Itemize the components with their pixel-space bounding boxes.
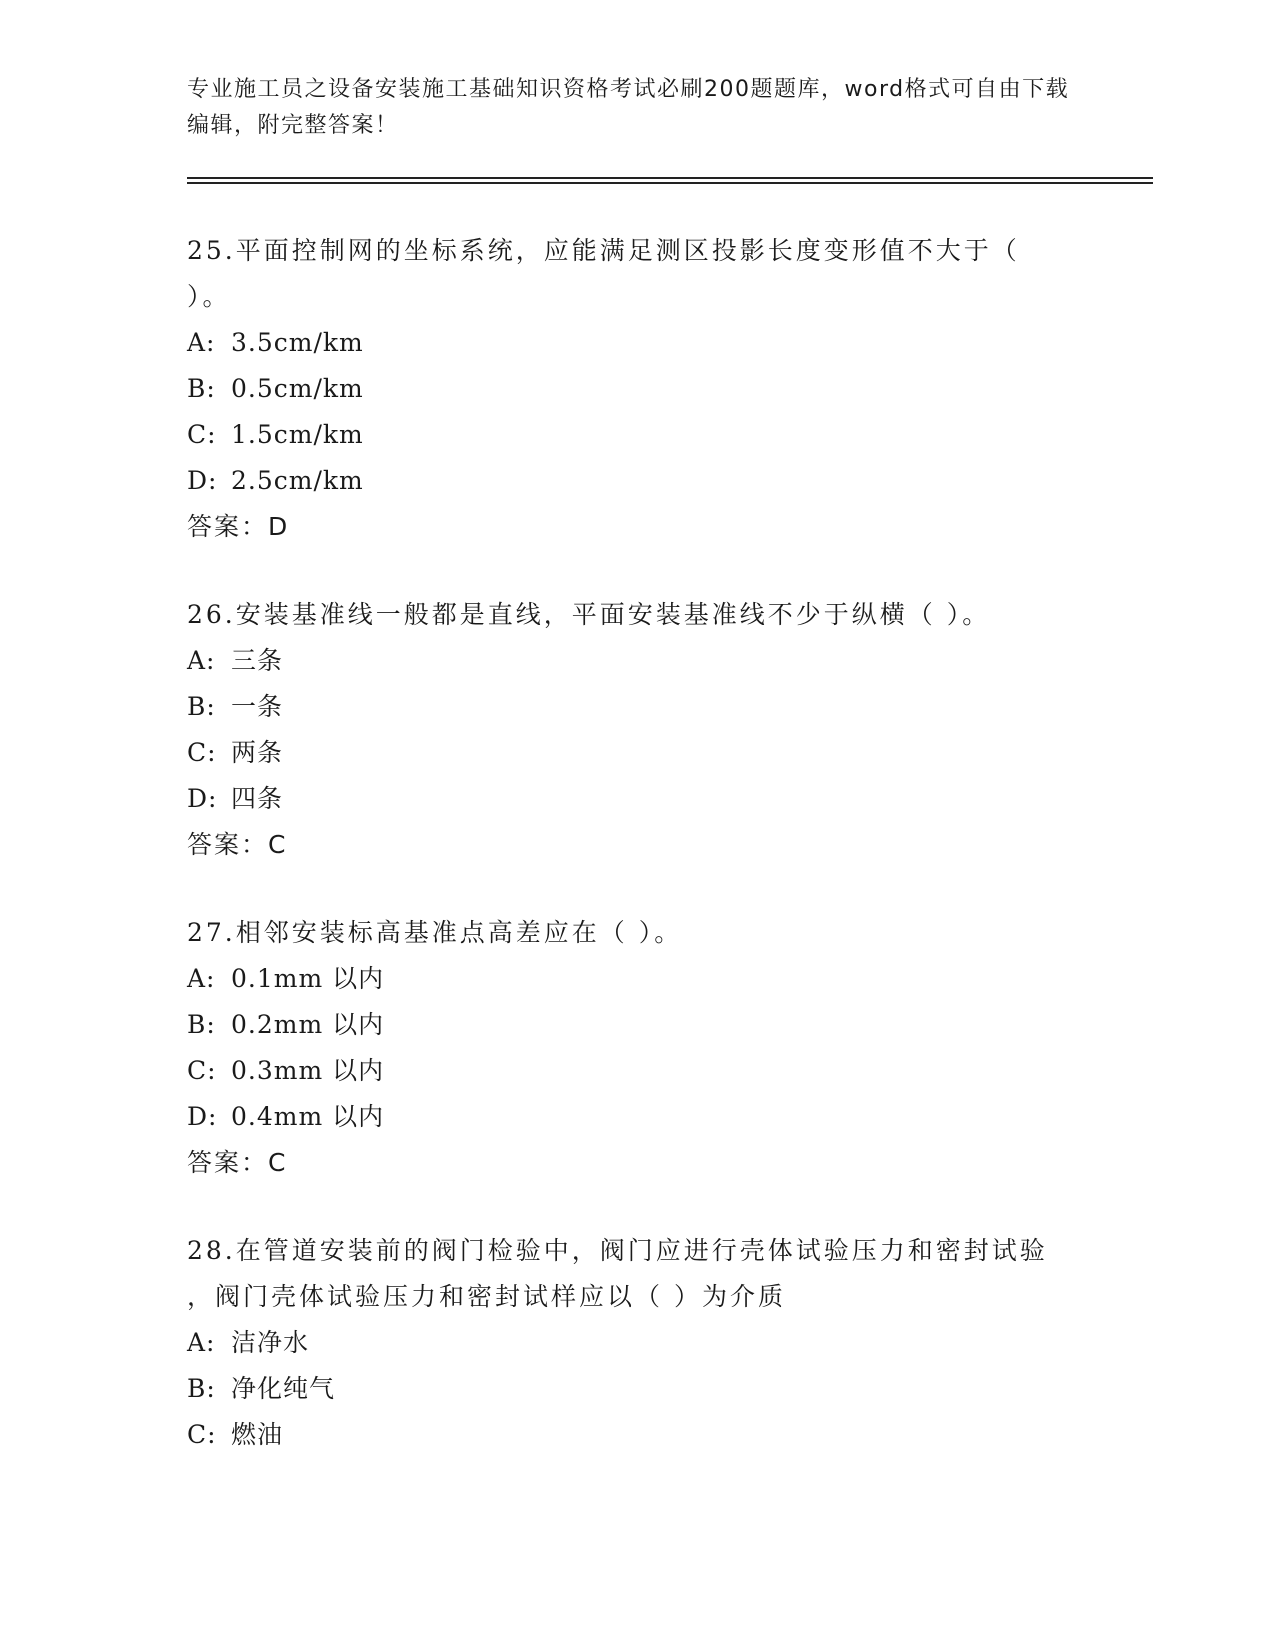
option-text: 三条 [231, 646, 284, 675]
option-text: 2.5cm/km [231, 466, 364, 495]
question-28 [187, 1228, 1087, 1458]
question-27 [187, 910, 1087, 1186]
option-letter: C: [187, 1420, 217, 1449]
answer-line: 答案：C [187, 1148, 288, 1177]
option-letter: B: [187, 374, 216, 403]
option-text: 0.1mm 以内 [231, 964, 385, 993]
option-letter: A: [187, 1328, 216, 1357]
option-letter: A: [187, 328, 216, 357]
option-d [187, 1094, 1087, 1140]
option-b [187, 684, 1087, 730]
option-a [187, 320, 1087, 366]
option-a [187, 638, 1087, 684]
option-b [187, 366, 1087, 412]
answer-line: 答案：C [187, 830, 288, 859]
option-letter: D: [187, 784, 218, 813]
option-c [187, 730, 1087, 776]
option-a [187, 1320, 1087, 1366]
option-a [187, 956, 1087, 1002]
header-divider-bottom [187, 182, 1153, 184]
question-stem: 27.相邻安装标高基准点高差应在（ ）。 [187, 918, 683, 947]
option-letter: B: [187, 692, 216, 721]
question-stem-continued: ）。 [187, 282, 231, 311]
header-divider-top [187, 177, 1153, 179]
option-text: 一条 [231, 692, 284, 721]
option-c [187, 1048, 1087, 1094]
option-letter: A: [187, 646, 216, 675]
option-d [187, 458, 1087, 504]
option-text: 0.4mm 以内 [231, 1102, 385, 1131]
option-b [187, 1002, 1087, 1048]
option-c [187, 1412, 1087, 1458]
option-letter: A: [187, 964, 216, 993]
option-text: 0.2mm 以内 [231, 1010, 385, 1039]
question-stem: 25.平面控制网的坐标系统，应能满足测区投影长度变形值不大于（ [187, 236, 1020, 265]
option-text: 两条 [231, 738, 284, 767]
option-letter: C: [187, 1056, 217, 1085]
option-letter: D: [187, 1102, 218, 1131]
option-letter: B: [187, 1374, 216, 1403]
option-c [187, 412, 1087, 458]
option-text: 3.5cm/km [231, 328, 364, 357]
question-stem: 28.在管道安装前的阀门检验中，阀门应进行壳体试验压力和密封试验 [187, 1236, 1048, 1265]
question-25 [187, 228, 1087, 550]
answer-line: 答案：D [187, 512, 290, 541]
option-text: 四条 [231, 784, 284, 813]
option-letter: C: [187, 738, 217, 767]
option-text: 1.5cm/km [231, 420, 364, 449]
option-text: 燃油 [231, 1420, 284, 1449]
question-26 [187, 592, 1087, 868]
option-letter: B: [187, 1010, 216, 1039]
option-letter: D: [187, 466, 218, 495]
option-text: 净化纯气 [231, 1374, 336, 1403]
option-text: 洁净水 [231, 1328, 310, 1357]
question-stem: 26.安装基准线一般都是直线，平面安装基准线不少于纵横（ ）。 [187, 600, 991, 629]
option-d [187, 776, 1087, 822]
document-header: 专业施工员之设备安装施工基础知识资格考试必刷200题题库，word格式可自由下载编辑，附完整答案！ [187, 77, 1070, 138]
option-text: 0.5cm/km [231, 374, 364, 403]
option-letter: C: [187, 420, 217, 449]
question-stem-continued: ，阀门壳体试验压力和密封试样应以（ ）为介质 [187, 1282, 786, 1311]
option-text: 0.3mm 以内 [231, 1056, 385, 1085]
option-b [187, 1366, 1087, 1412]
